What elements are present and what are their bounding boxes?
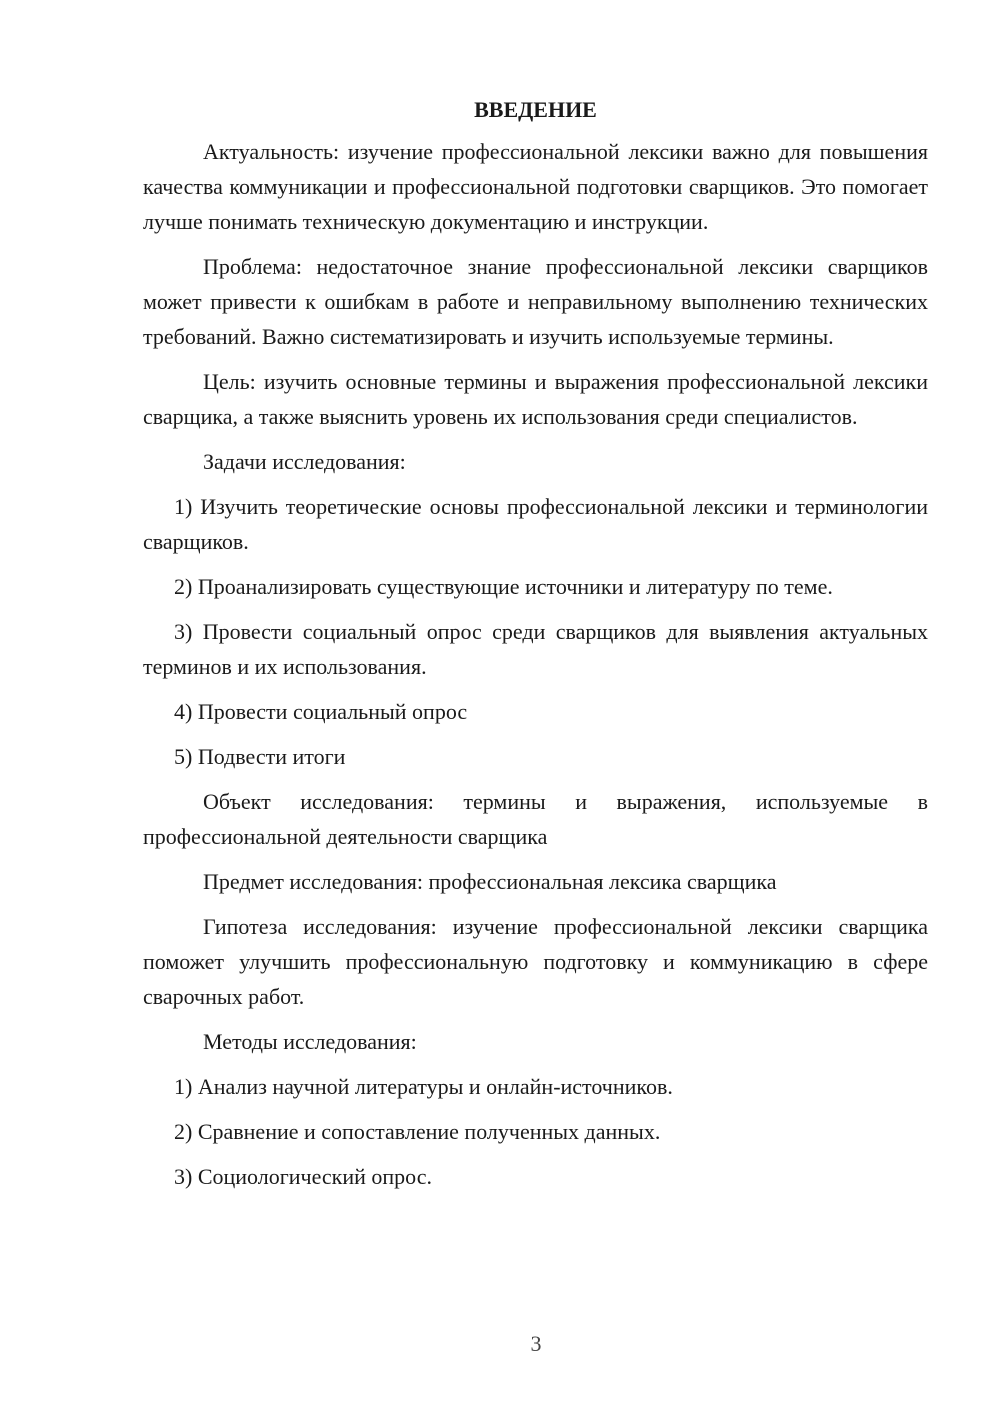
document-page <box>143 92 928 1204</box>
paragraph-tasks-heading: Задачи исследования: <box>203 449 406 474</box>
paragraph-methods-heading: Методы исследования: <box>203 1029 417 1054</box>
page-title: ВВЕДЕНИЕ <box>474 97 597 122</box>
list-item: 5) Подвести итоги <box>174 744 346 769</box>
page-number: 3 <box>530 1331 542 1356</box>
list-item: 2) Сравнение и сопоставление полученных данных. <box>174 1119 661 1144</box>
paragraph-object: Объект исследования: термины и выражения, используемые в профессиональной деятельности сварщика <box>143 789 928 849</box>
list-item: 1) Изучить теоретические основы профессиональной лексики и терминологии сварщиков. <box>143 494 928 554</box>
paragraph-problem: Проблема: недостаточное знание профессиональной лексики сварщиков может привести к ошибкам в работе и неправильному выполнению технических требований. Важно систематизировать и изучить используемые термины. <box>143 254 928 349</box>
paragraph-goal: Цель: изучить основные термины и выражения профессиональной лексики сварщика, а также выяснить уровень их использования среди специалистов. <box>143 369 928 429</box>
paragraph-hypothesis: Гипотеза исследования: изучение профессиональной лексики сварщика поможет улучшить профессиональную подготовку и коммуникацию в сфере сварочных работ. <box>143 914 928 1009</box>
paragraph-relevance: Актуальность: изучение профессиональной лексики важно для повышения качества коммуникации и профессиональной подготовки сварщиков. Это помогает лучше понимать техническую документацию и инструкции. <box>143 139 928 234</box>
list-item: 1) Анализ научной литературы и онлайн-источников. <box>174 1074 673 1099</box>
list-item: 4) Провести социальный опрос <box>174 699 468 724</box>
paragraph-subject: Предмет исследования: профессиональная лексика сварщика <box>203 869 777 894</box>
list-item: 3) Социологический опрос. <box>174 1164 432 1189</box>
list-item: 2) Проанализировать существующие источники и литературу по теме. <box>174 574 833 599</box>
list-item: 3) Провести социальный опрос среди сварщиков для выявления актуальных терминов и их использования. <box>143 619 928 679</box>
